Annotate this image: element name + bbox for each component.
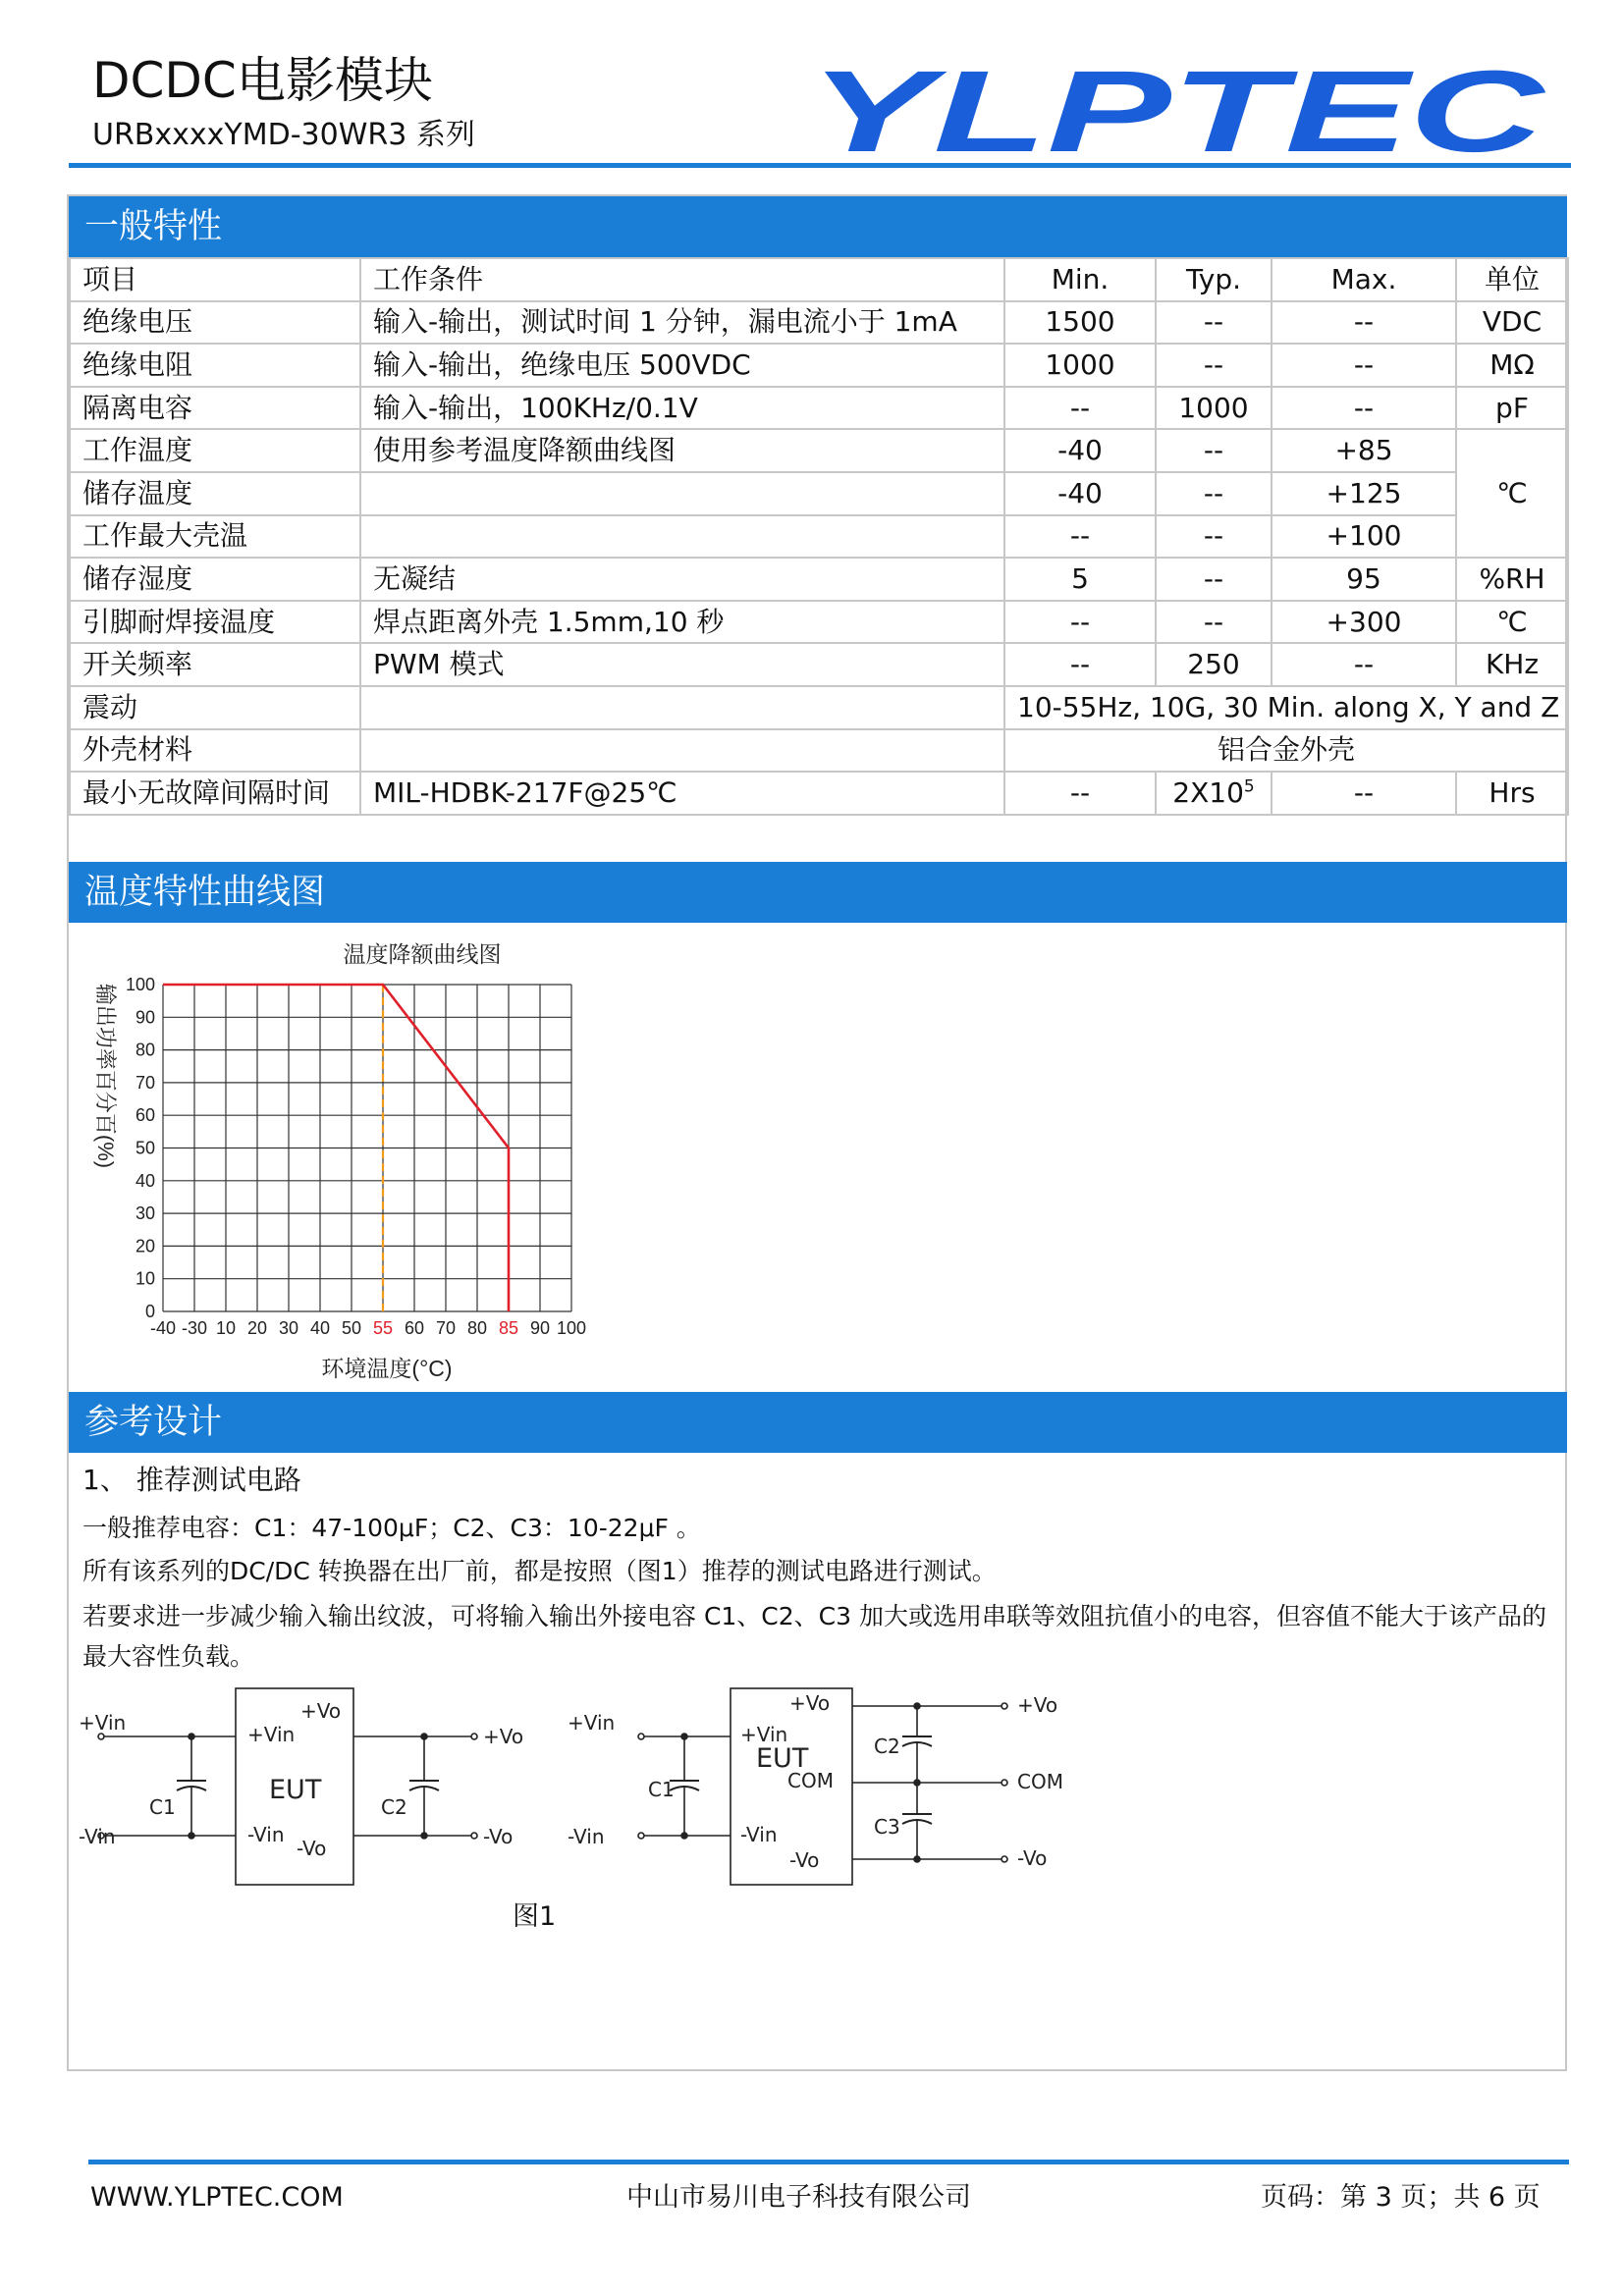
chart-y-tick-2: 20	[135, 1236, 155, 1256]
label-com: COM	[1017, 1770, 1063, 1793]
table-cell: 储存温度	[70, 472, 360, 515]
table-cell-merged-unit: ℃	[1456, 429, 1568, 558]
general-spec-table	[69, 257, 1569, 816]
section-temp-curve-heading: 温度特性曲线图	[69, 862, 1567, 923]
chart-x-tick-13: 100	[556, 1318, 587, 1338]
reference-text: 一般推荐电容：C1：47-100μF；C2、C3：10-22μF 。	[82, 1514, 701, 1542]
chart-x-tick-6: 50	[341, 1318, 362, 1338]
table-row	[70, 472, 1568, 515]
header-cell: 工作条件	[360, 258, 1004, 301]
table-cell-mtbf-typ	[1156, 772, 1272, 815]
table-cell: KHz	[1456, 643, 1568, 686]
chart-y-tick-6: 60	[135, 1105, 155, 1126]
cap-c1-label: C1	[648, 1778, 675, 1801]
table-cell-vibration: 10-55Hz, 10G, 30 Min. along X, Y and Z	[1004, 686, 1568, 729]
chart-y-tick-3: 30	[135, 1203, 155, 1224]
chart-y-tick-7: 70	[135, 1072, 155, 1093]
table-cell: 5	[1004, 558, 1156, 601]
table-cell: +125	[1272, 472, 1456, 515]
table-cell: 输入-输出，100KHz/0.1V	[360, 387, 1004, 430]
table-cell: 绝缘电阻	[70, 344, 360, 387]
test-circuit-basic	[75, 1675, 546, 1891]
chart-x-tick-9: 70	[435, 1318, 457, 1338]
label-vo-pos: +Vo	[483, 1725, 524, 1748]
table-cell: 震动	[70, 686, 360, 729]
table-cell: --	[1004, 515, 1156, 559]
cap-c1-label: C1	[149, 1795, 176, 1819]
table-cell-housing: 铝合金外壳	[1004, 729, 1568, 773]
chart-x-tick-5: 40	[309, 1318, 331, 1338]
table-cell: --	[1004, 643, 1156, 686]
table-cell: 隔离电容	[70, 387, 360, 430]
cap-c2-label: C2	[381, 1795, 407, 1819]
series-subtitle: URBxxxxYMD-30WR3 系列	[92, 118, 475, 152]
pin-vin-pos: +Vin	[740, 1723, 788, 1746]
table-row	[70, 729, 1568, 773]
table-cell: -40	[1004, 472, 1156, 515]
table-cell: ℃	[1456, 601, 1568, 644]
table-cell: --	[1004, 772, 1156, 815]
chart-x-tick-2: 10	[215, 1318, 237, 1338]
table-cell: --	[1272, 301, 1456, 345]
table-cell	[360, 729, 1004, 773]
table-cell: 1500	[1004, 301, 1156, 345]
footer-rule	[88, 2160, 1569, 2164]
table-cell: +100	[1272, 515, 1456, 559]
table-cell: --	[1272, 387, 1456, 430]
table-cell: VDC	[1456, 301, 1568, 345]
pin-vo-pos: +Vo	[789, 1691, 831, 1715]
reference-text: 所有该系列的DC/DC 转换器在出厂前，都是按照（图1）推荐的测试电路进行测试。	[82, 1557, 997, 1585]
chart-y-tick-9: 90	[135, 1007, 155, 1028]
footer-website[interactable]: WWW.YLPTEC.COM	[90, 2182, 344, 2213]
table-cell: 输入-输出，测试时间 1 分钟，漏电流小于 1mA	[360, 301, 1004, 345]
pin-vo-neg: -Vo	[789, 1848, 820, 1872]
table-cell: --	[1272, 643, 1456, 686]
chart-y-tick-8: 80	[135, 1040, 155, 1060]
chart-x-tick-11: 85	[498, 1318, 519, 1338]
table-row	[70, 558, 1568, 601]
chart-x-tick-4: 30	[278, 1318, 299, 1338]
table-cell: --	[1156, 558, 1272, 601]
footer-company: 中山市易川电子科技有限公司	[626, 2182, 971, 2213]
table-cell: %RH	[1456, 558, 1568, 601]
table-row	[70, 344, 1568, 387]
chart-x-tick-3: 20	[246, 1318, 268, 1338]
table-cell: 最小无故障间隔时间	[70, 772, 360, 815]
reference-text: 若要求进一步减少输入输出纹波，可将输入输出外接电容 C1、C2、C3 加大或选用串联等效阻抗值小的电容，但容值不能大于该产品的	[82, 1602, 1546, 1630]
mtbf-exponent: 5	[1243, 776, 1255, 797]
table-cell: 1000	[1156, 387, 1272, 430]
chart-x-tick-12: 90	[529, 1318, 551, 1338]
table-row	[70, 387, 1568, 430]
chart-y-tick-0: 0	[144, 1302, 155, 1321]
label-vin-pos: +Vin	[568, 1711, 616, 1735]
chart-x-label: 环境温度(°C)	[321, 1356, 453, 1381]
table-cell: --	[1272, 772, 1456, 815]
table-cell: --	[1156, 344, 1272, 387]
table-cell: --	[1156, 601, 1272, 644]
mtbf-base: 2X10	[1172, 775, 1244, 809]
reference-text: 最大容性负载。	[82, 1642, 255, 1671]
pin-vin-neg: -Vin	[740, 1823, 778, 1846]
section-reference-heading: 参考设计	[69, 1392, 1567, 1453]
table-row	[70, 686, 1568, 729]
derating-chart	[69, 923, 736, 1392]
label-vo-pos: +Vo	[1017, 1693, 1058, 1717]
table-cell: 储存湿度	[70, 558, 360, 601]
chart-x-tick-10: 80	[466, 1318, 488, 1338]
table-cell: MΩ	[1456, 344, 1568, 387]
chart-y-tick-4: 40	[135, 1170, 155, 1191]
table-row	[70, 601, 1568, 644]
table-cell: -40	[1004, 429, 1156, 472]
label-vin-neg: -Vin	[568, 1825, 605, 1848]
header-rule	[69, 163, 1571, 168]
table-row	[70, 429, 1568, 472]
chart-y-label: 输出功率百分百(%)	[93, 983, 118, 1169]
footer-page-number: 页码：第 3 页；共 6 页	[1261, 2182, 1541, 2213]
eut-label: EUT	[269, 1775, 322, 1805]
test-circuit-com	[562, 1675, 1092, 1891]
table-cell: 1000	[1004, 344, 1156, 387]
chart-y-tick-5: 50	[135, 1138, 155, 1158]
table-cell: --	[1156, 301, 1272, 345]
eut-label: EUT	[756, 1743, 809, 1774]
table-row	[70, 515, 1568, 559]
chart-y-tick-1: 10	[135, 1268, 155, 1289]
reference-subheading: 1、 推荐测试电路	[82, 1464, 301, 1496]
pin-vo-neg: -Vo	[297, 1837, 327, 1860]
label-vo-neg: -Vo	[1017, 1846, 1048, 1870]
company-logo	[805, 57, 1547, 159]
table-cell	[360, 515, 1004, 559]
table-row	[70, 772, 1568, 815]
pin-com: COM	[787, 1769, 834, 1792]
chart-x-tick-7: 55	[372, 1318, 394, 1338]
table-cell: --	[1272, 344, 1456, 387]
table-cell: --	[1156, 515, 1272, 559]
table-cell: 引脚耐焊接温度	[70, 601, 360, 644]
table-cell: 绝缘电压	[70, 301, 360, 345]
chart-title: 温度降额曲线图	[343, 941, 502, 967]
pin-vo-pos: +Vo	[300, 1699, 342, 1723]
table-cell: 无凝结	[360, 558, 1004, 601]
table-cell: 外壳材料	[70, 729, 360, 773]
table-cell: +85	[1272, 429, 1456, 472]
header-cell: Typ.	[1156, 258, 1272, 301]
cap-c3-label: C3	[874, 1815, 900, 1839]
label-vin-pos: +Vin	[79, 1711, 127, 1735]
cap-c2-label: C2	[874, 1735, 900, 1758]
table-cell: 输入-输出，绝缘电压 500VDC	[360, 344, 1004, 387]
table-cell: pF	[1456, 387, 1568, 430]
table-cell: Hrs	[1456, 772, 1568, 815]
table-cell: 250	[1156, 643, 1272, 686]
header-cell: 单位	[1456, 258, 1568, 301]
table-cell: PWM 模式	[360, 643, 1004, 686]
table-row	[70, 301, 1568, 345]
table-cell: 工作温度	[70, 429, 360, 472]
header-cell: Min.	[1004, 258, 1156, 301]
table-cell: 焊点距离外壳 1.5mm,10 秒	[360, 601, 1004, 644]
table-row	[70, 643, 1568, 686]
table-header-row	[70, 258, 1568, 301]
label-vo-neg: -Vo	[483, 1825, 514, 1848]
table-cell: 95	[1272, 558, 1456, 601]
chart-y-tick-10: 100	[125, 975, 155, 994]
chart-x-tick-8: 60	[404, 1318, 425, 1338]
header-cell: 项目	[70, 258, 360, 301]
table-cell: MIL-HDBK-217F@25℃	[360, 772, 1004, 815]
logo-text: YLPTEC	[809, 57, 1546, 159]
table-cell: 工作最大壳温	[70, 515, 360, 559]
table-cell: --	[1156, 429, 1272, 472]
table-cell: --	[1156, 472, 1272, 515]
table-cell: 使用参考温度降额曲线图	[360, 429, 1004, 472]
table-cell: --	[1004, 601, 1156, 644]
figure-caption: 图1	[513, 1901, 557, 1932]
table-cell	[360, 686, 1004, 729]
document-title: DCDC电影模块	[92, 52, 433, 109]
table-cell: 开关频率	[70, 643, 360, 686]
table-cell: +300	[1272, 601, 1456, 644]
pin-vin-pos: +Vin	[247, 1723, 296, 1746]
chart-x-tick-0: -40	[149, 1318, 177, 1338]
header-cell: Max.	[1272, 258, 1456, 301]
label-vin-neg: -Vin	[79, 1825, 116, 1848]
section-general-heading: 一般特性	[69, 196, 1567, 257]
pin-vin-neg: -Vin	[247, 1823, 285, 1846]
table-cell	[360, 472, 1004, 515]
table-cell: --	[1004, 387, 1156, 430]
chart-x-tick-1: -30	[181, 1318, 208, 1338]
